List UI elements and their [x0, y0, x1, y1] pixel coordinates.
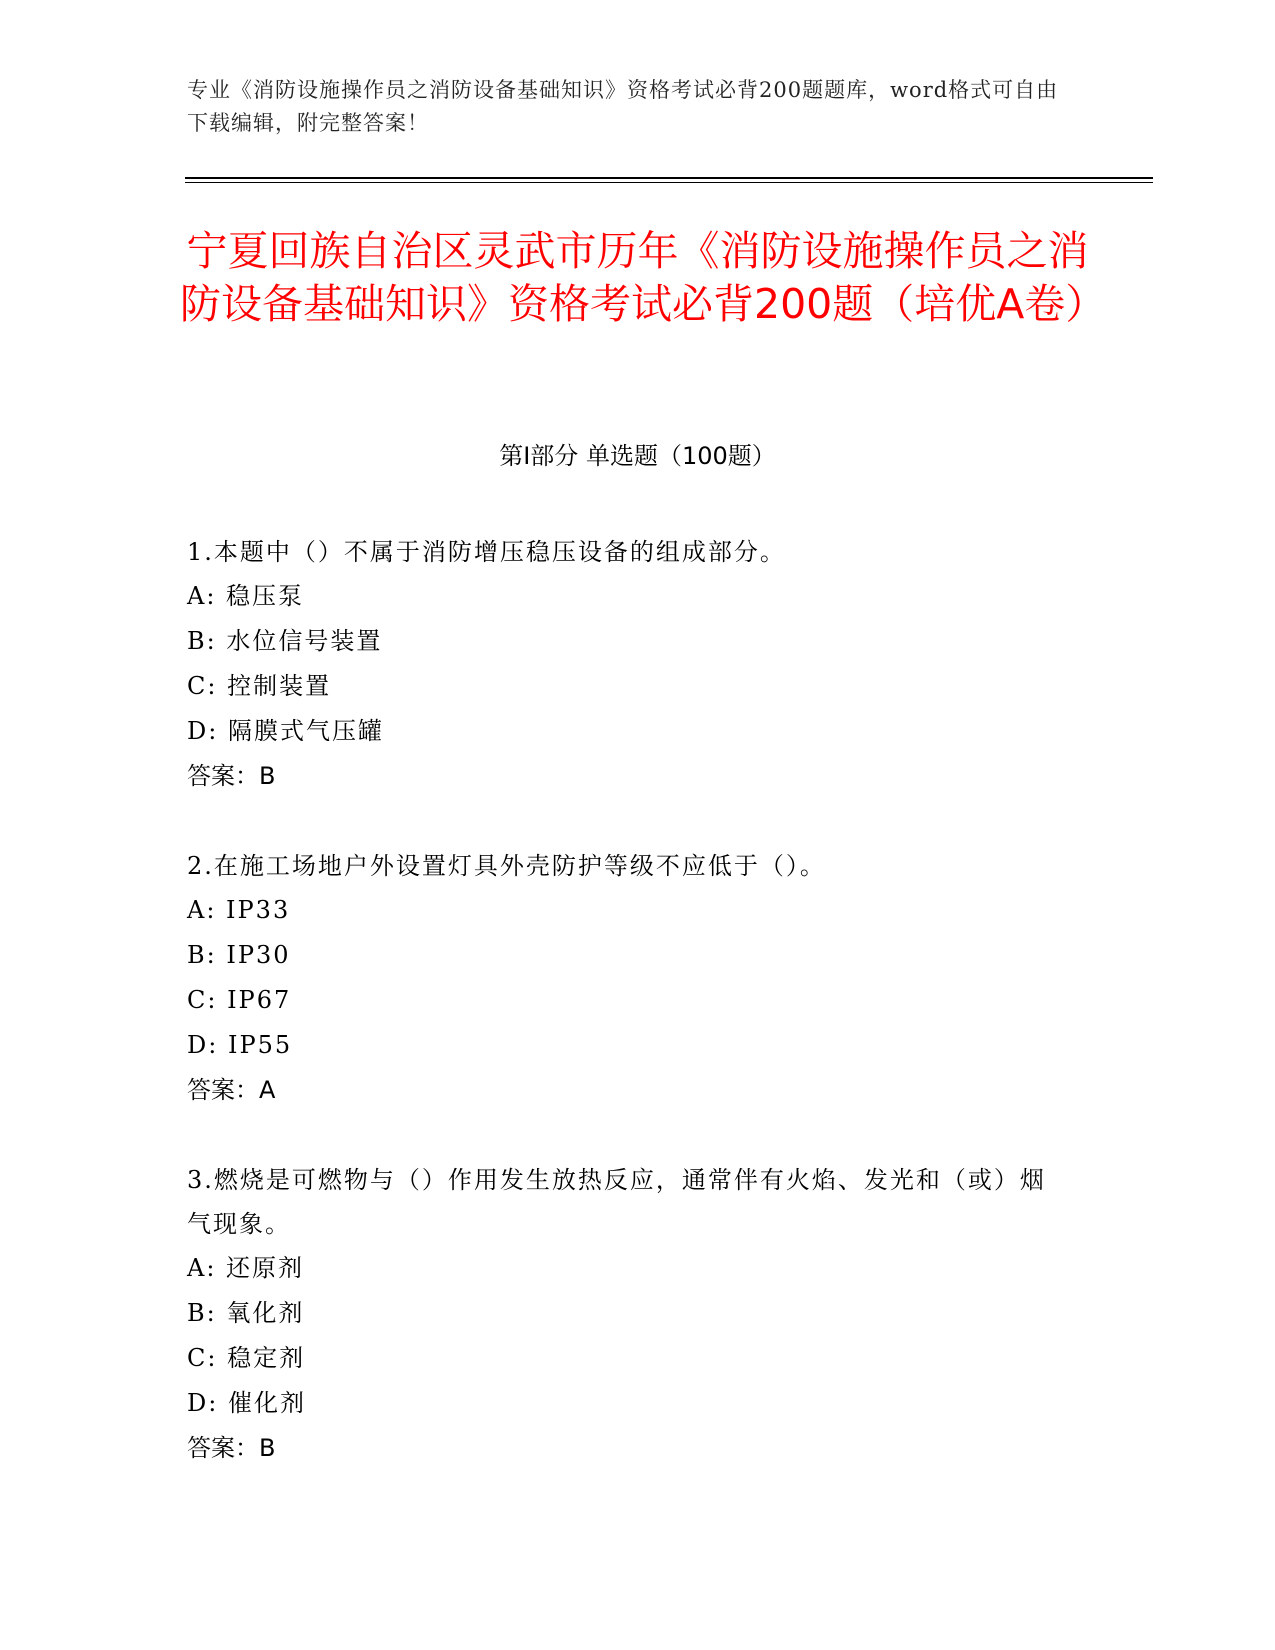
option-d: D: 催化剂: [187, 1389, 306, 1417]
option-a: A: 还原剂: [187, 1254, 305, 1282]
question-1: [187, 530, 1067, 799]
answer: 答案：A: [187, 1076, 276, 1104]
answer: 答案：B: [187, 762, 276, 790]
header-divider-thin: [185, 182, 1153, 183]
question-2: [187, 844, 1067, 1113]
section-title: 第Ⅰ部分 单选题（100题）: [499, 442, 776, 470]
option-c: C: IP67: [187, 986, 292, 1014]
header-note: 专业《消防设施操作员之消防设备基础知识》资格考试必背200题题库，word格式可自由下载编辑，附完整答案！: [187, 78, 1059, 135]
question-stem: 2.在施工场地户外设置灯具外壳防护等级不应低于（）。: [187, 852, 826, 880]
option-d: D: IP55: [187, 1031, 293, 1059]
question-list: [187, 530, 1067, 1516]
header-divider-thick: [185, 177, 1153, 179]
option-c: C: 稳定剂: [187, 1344, 306, 1372]
option-c: C: 控制装置: [187, 672, 332, 700]
option-b: B: 水位信号装置: [187, 627, 383, 655]
question-stem: 1.本题中（）不属于消防增压稳压设备的组成部分。: [187, 538, 786, 566]
option-b: B: IP30: [187, 941, 291, 969]
answer: 答案：B: [187, 1434, 276, 1462]
option-d: D: 隔膜式气压罐: [187, 717, 384, 745]
option-a: A: IP33: [187, 896, 291, 924]
option-b: B: 氧化剂: [187, 1299, 305, 1327]
question-stem: 3.燃烧是可燃物与（）作用发生放热反应，通常伴有火焰、发光和（或）烟气现象。: [187, 1166, 1046, 1238]
document-title: 宁夏回族自治区灵武市历年《消防设施操作员之消防设备基础知识》资格考试必背200题（培优A卷）: [180, 227, 1107, 328]
question-3: [187, 1158, 1067, 1471]
option-a: A: 稳压泵: [187, 582, 305, 610]
